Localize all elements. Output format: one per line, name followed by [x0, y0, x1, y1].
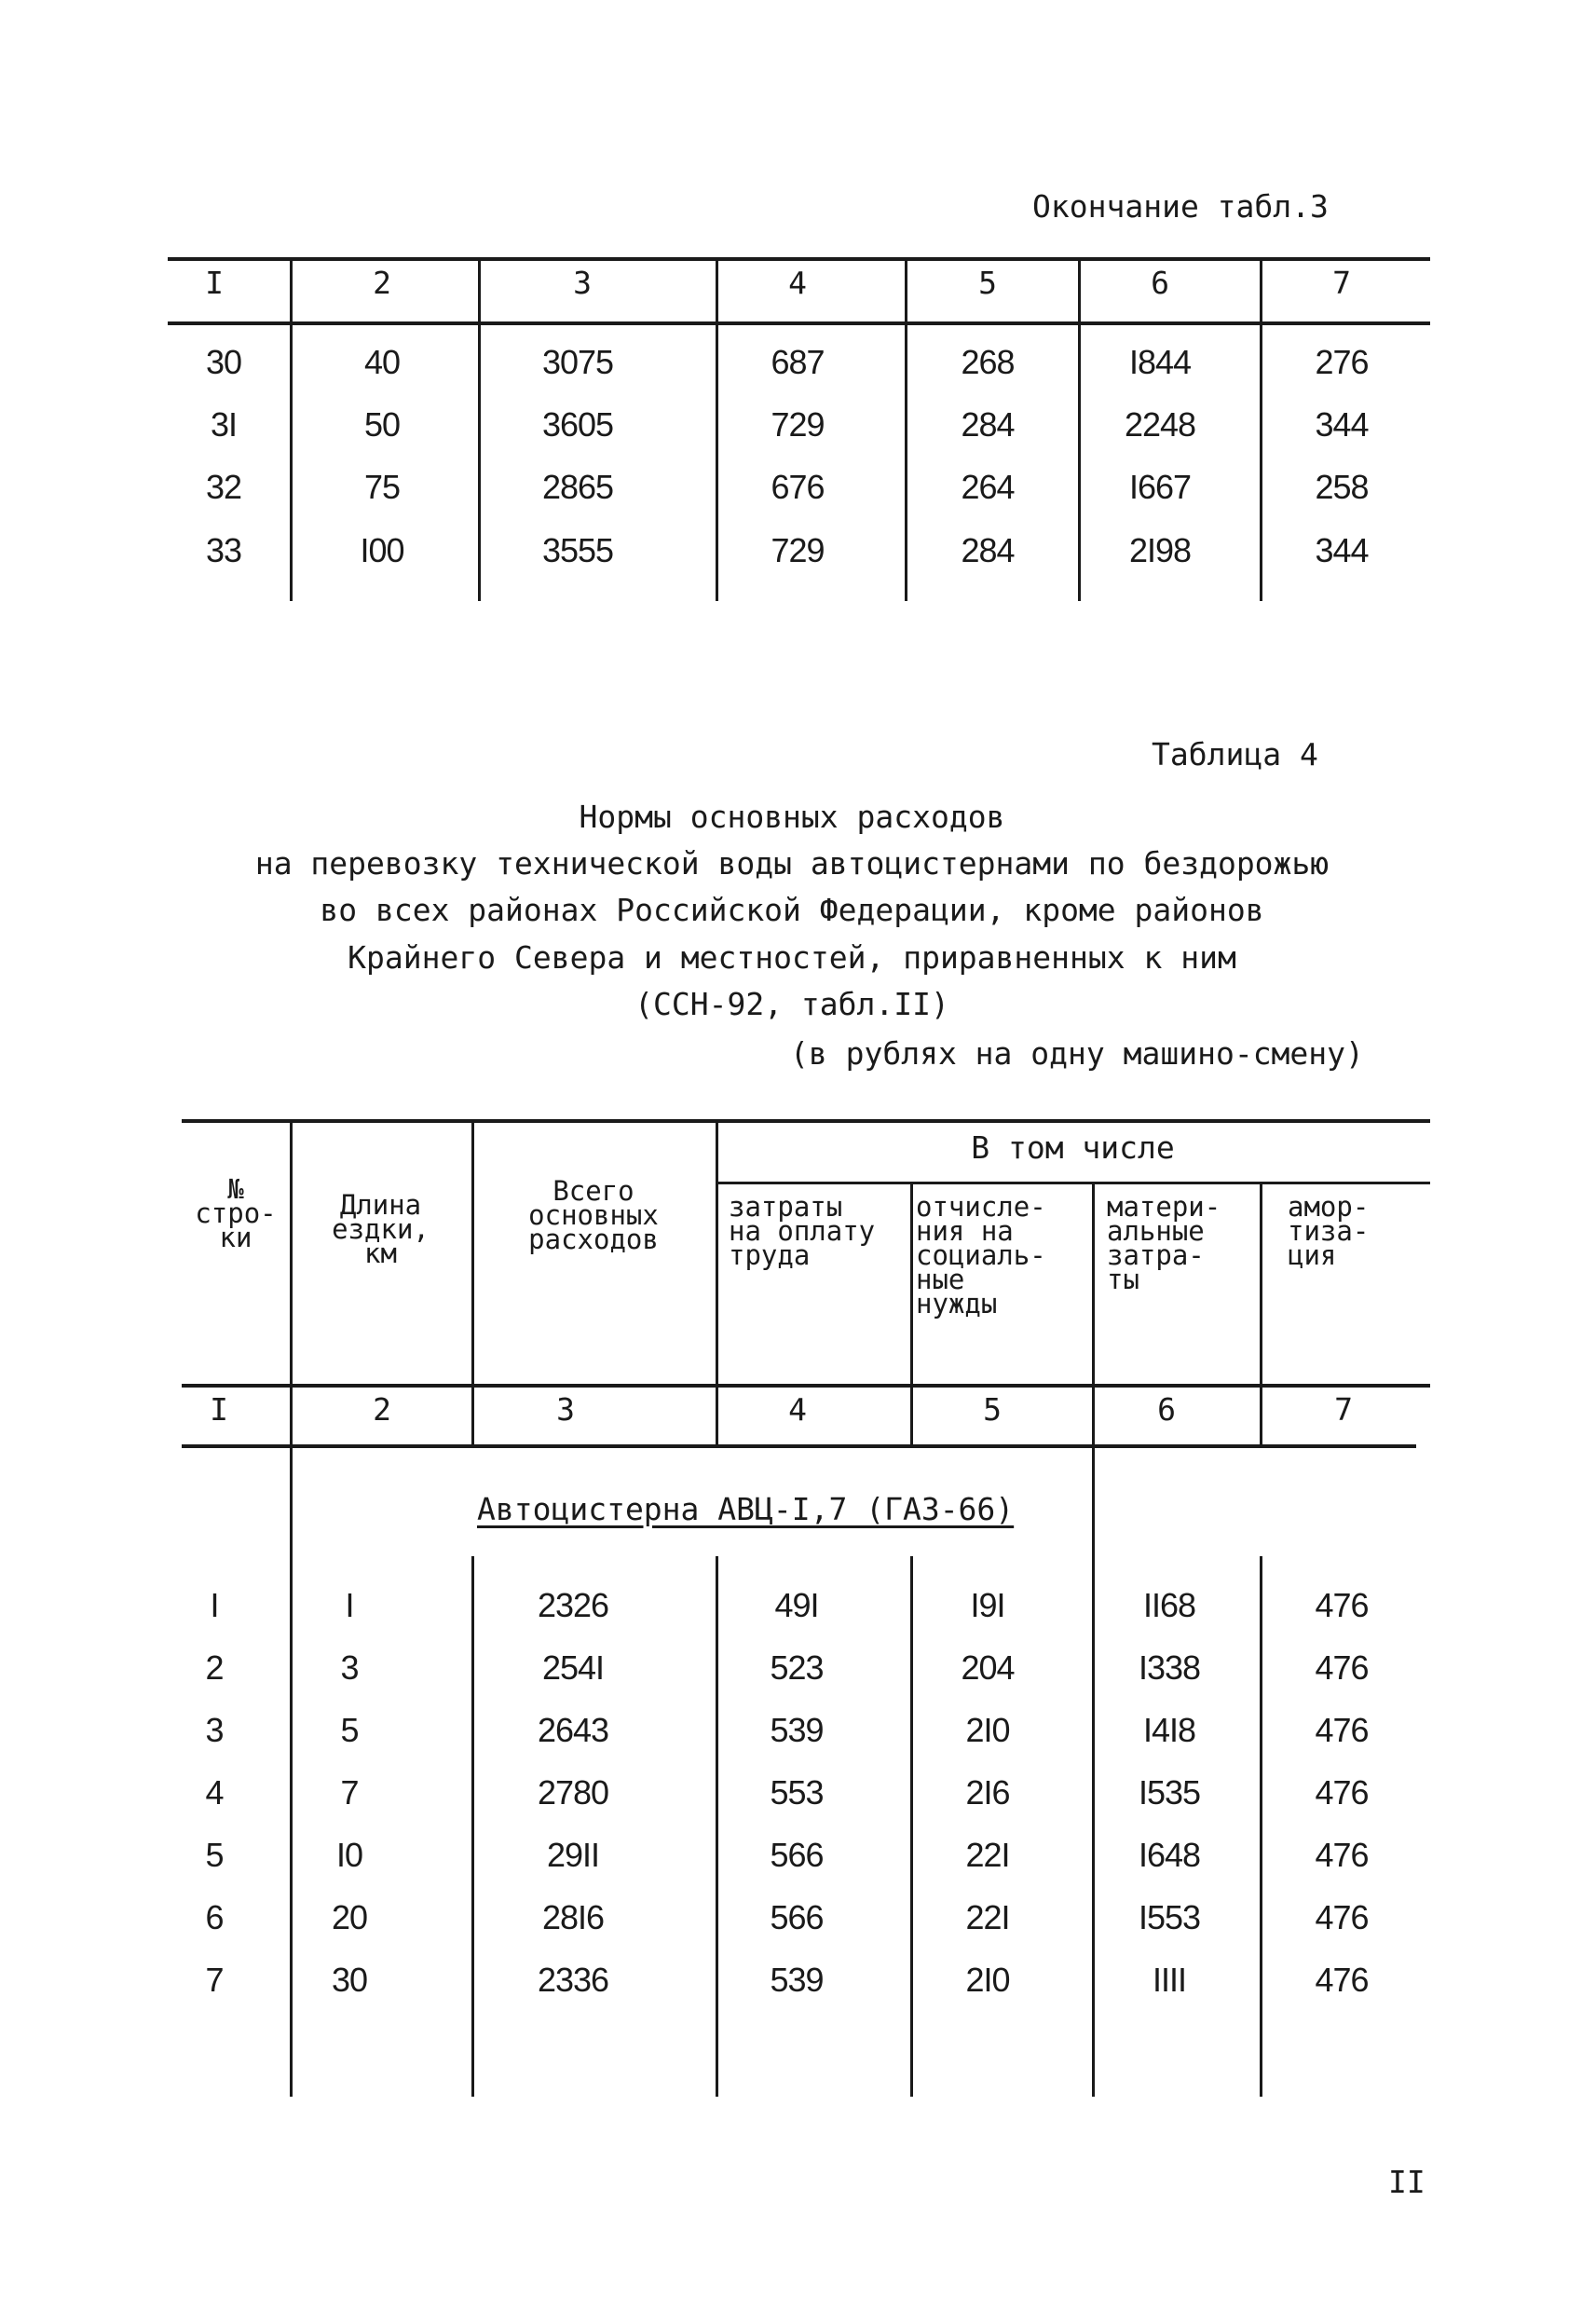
- table-cell: 729: [771, 405, 825, 444]
- table-cell: 40: [363, 343, 401, 381]
- header-length: Длина ездки, км: [332, 1189, 430, 1269]
- table3-colnum: I: [205, 265, 224, 301]
- table4-vline: [1092, 1446, 1095, 2097]
- table3-colnum: 2: [373, 265, 391, 301]
- table3-vline: [478, 259, 481, 601]
- table4-vline: [1260, 1183, 1262, 1446]
- table-cell: 7: [205, 1961, 224, 1999]
- table-cell: 344: [1315, 405, 1369, 444]
- table-cell: 2I0: [965, 1711, 1010, 1749]
- table3-vline: [290, 259, 293, 601]
- table3-header-rule: [168, 321, 1430, 325]
- table-cell: 476: [1315, 1586, 1369, 1624]
- table-cell: 3: [340, 1648, 359, 1687]
- table-cell: 284: [961, 405, 1015, 444]
- table-cell: 476: [1315, 1648, 1369, 1687]
- table3-top-rule: [168, 257, 1430, 261]
- table-cell: 539: [770, 1961, 824, 1999]
- table4-header-rule: [182, 1384, 1430, 1388]
- table4-title-line: (ССН-92, табл.II): [634, 986, 949, 1022]
- table-cell: 268: [961, 343, 1015, 381]
- table-cell: I553: [1138, 1898, 1201, 1936]
- header-materials: матери- альные затра- ты: [1107, 1191, 1221, 1295]
- table-cell: 566: [770, 1898, 824, 1936]
- table-cell: 4: [205, 1773, 224, 1812]
- table-cell: I648: [1138, 1836, 1201, 1874]
- table4-colnum: 3: [556, 1391, 575, 1428]
- table3-colnum: 3: [573, 265, 592, 301]
- table-cell: 2248: [1124, 405, 1196, 444]
- table-cell: 344: [1315, 531, 1369, 569]
- table4-title-line: на перевозку технической воды автоцистернами по бездорожью: [254, 845, 1330, 882]
- table-cell: 2336: [537, 1961, 609, 1999]
- table-cell: 3: [205, 1711, 224, 1749]
- table-cell: 566: [770, 1836, 824, 1874]
- table-cell: 729: [771, 531, 825, 569]
- table4-colnum: 7: [1334, 1391, 1353, 1428]
- table-cell: 3075: [541, 343, 614, 381]
- page-number: II: [1388, 2164, 1425, 2200]
- table4-vline: [716, 1121, 718, 1446]
- table-cell: I535: [1138, 1773, 1201, 1812]
- table4-title-line: Крайнего Севера и местностей, приравненных к ним: [348, 939, 1236, 976]
- table-cell: I9I: [970, 1586, 1005, 1624]
- table4-label: Таблица 4: [1152, 736, 1318, 773]
- table4-vline: [910, 1556, 913, 2097]
- table3-colnum: 4: [788, 265, 807, 301]
- table-cell: 476: [1315, 1961, 1369, 1999]
- header-row-number: № стро- ки: [195, 1173, 277, 1253]
- table4-title-line: во всех районах Российской Федерации, кроме районов: [320, 892, 1264, 928]
- table4-colnum-rule: [182, 1444, 1416, 1448]
- table-cell: 254I: [541, 1648, 605, 1687]
- table-cell: I844: [1128, 343, 1192, 381]
- header-total: Всего основных расходов: [528, 1175, 659, 1255]
- table3-vline: [1078, 259, 1081, 601]
- table-cell: 2I98: [1128, 531, 1192, 569]
- table3-caption: Окончание табл.3: [1032, 188, 1329, 225]
- table-cell: 204: [961, 1648, 1015, 1687]
- table-cell: 29II: [546, 1836, 600, 1874]
- table4-vline: [910, 1183, 913, 1446]
- table-cell: 476: [1315, 1773, 1369, 1812]
- table-cell: II68: [1142, 1586, 1196, 1624]
- table4-top-rule: [182, 1119, 1430, 1123]
- header-labor: затраты на оплату труда: [729, 1191, 876, 1271]
- table-cell: 264: [961, 468, 1015, 506]
- table-cell: 476: [1315, 1836, 1369, 1874]
- header-social: отчисле- ния на социаль- ные нужды: [916, 1191, 1046, 1320]
- table3-colnum: 7: [1332, 265, 1351, 301]
- table-cell: 539: [770, 1711, 824, 1749]
- table-cell: 30: [331, 1961, 368, 1999]
- table-cell: 2643: [537, 1711, 609, 1749]
- table-cell: 75: [363, 468, 401, 506]
- table4-colnum: 6: [1157, 1391, 1176, 1428]
- table4-vline: [716, 1556, 718, 2097]
- table-cell: I0: [335, 1836, 363, 1874]
- table3-vline: [905, 259, 907, 601]
- table-cell: 33: [205, 531, 242, 569]
- table-cell: 3605: [541, 405, 614, 444]
- table-cell: 258: [1315, 468, 1369, 506]
- table-cell: 2I0: [965, 1961, 1010, 1999]
- table-cell: 5: [205, 1836, 224, 1874]
- table-cell: 7: [340, 1773, 359, 1812]
- table4-title-line: Нормы основных расходов: [579, 799, 1005, 835]
- table-cell: 22I: [965, 1836, 1010, 1874]
- section-title: Автоцистерна АВЦ-I,7 (ГАЗ-66): [477, 1491, 1015, 1527]
- table-cell: 276: [1315, 343, 1369, 381]
- table-cell: 5: [340, 1711, 359, 1749]
- table-cell: 28I6: [541, 1898, 605, 1936]
- table4-subheader-rule: [716, 1182, 1430, 1184]
- table3-colnum: 5: [978, 265, 997, 301]
- table-cell: 687: [771, 343, 825, 381]
- table4-vline: [471, 1556, 474, 2097]
- table-cell: 3I: [210, 405, 238, 444]
- table-cell: I00: [360, 531, 404, 569]
- table4-vline: [471, 1121, 474, 1446]
- table-cell: I667: [1128, 468, 1192, 506]
- table-cell: 2: [205, 1648, 224, 1687]
- table4-vline: [1092, 1183, 1095, 1446]
- table-cell: 2I6: [965, 1773, 1010, 1812]
- table-cell: 6: [205, 1898, 224, 1936]
- table4-vline: [290, 1446, 293, 2097]
- table4-vline: [290, 1121, 293, 1446]
- table-cell: 22I: [965, 1898, 1010, 1936]
- table4-colnum: 5: [983, 1391, 1002, 1428]
- table-cell: 2780: [537, 1773, 609, 1812]
- table3-colnum: 6: [1151, 265, 1169, 301]
- table-cell: 2326: [537, 1586, 609, 1624]
- table-cell: 30: [205, 343, 242, 381]
- table-cell: 50: [363, 405, 401, 444]
- table-cell: I338: [1138, 1648, 1201, 1687]
- table4-colnum: I: [210, 1391, 228, 1428]
- table-cell: I: [210, 1586, 219, 1624]
- table3-vline: [716, 259, 718, 601]
- table4-vline: [1260, 1556, 1262, 2097]
- table-cell: 476: [1315, 1711, 1369, 1749]
- header-including: В том числе: [971, 1129, 1175, 1166]
- table3-vline: [1260, 259, 1262, 601]
- table4-colnum: 2: [373, 1391, 391, 1428]
- table-cell: 476: [1315, 1898, 1369, 1936]
- table-cell: 523: [770, 1648, 824, 1687]
- table-cell: 676: [771, 468, 825, 506]
- table-cell: I: [345, 1586, 354, 1624]
- table4-colnum: 4: [788, 1391, 807, 1428]
- header-depreciation: амор- тиза- ция: [1288, 1191, 1370, 1271]
- table-cell: 284: [961, 531, 1015, 569]
- table-cell: I4I8: [1142, 1711, 1196, 1749]
- table4-units: (в рублях на одну машино-смену): [790, 1035, 1364, 1072]
- table-cell: 2865: [541, 468, 614, 506]
- table-cell: 553: [770, 1773, 824, 1812]
- table-cell: IIII: [1152, 1961, 1186, 1999]
- table-cell: 32: [205, 468, 242, 506]
- table-cell: 49I: [774, 1586, 819, 1624]
- table-cell: 20: [331, 1898, 368, 1936]
- table-cell: 3555: [541, 531, 614, 569]
